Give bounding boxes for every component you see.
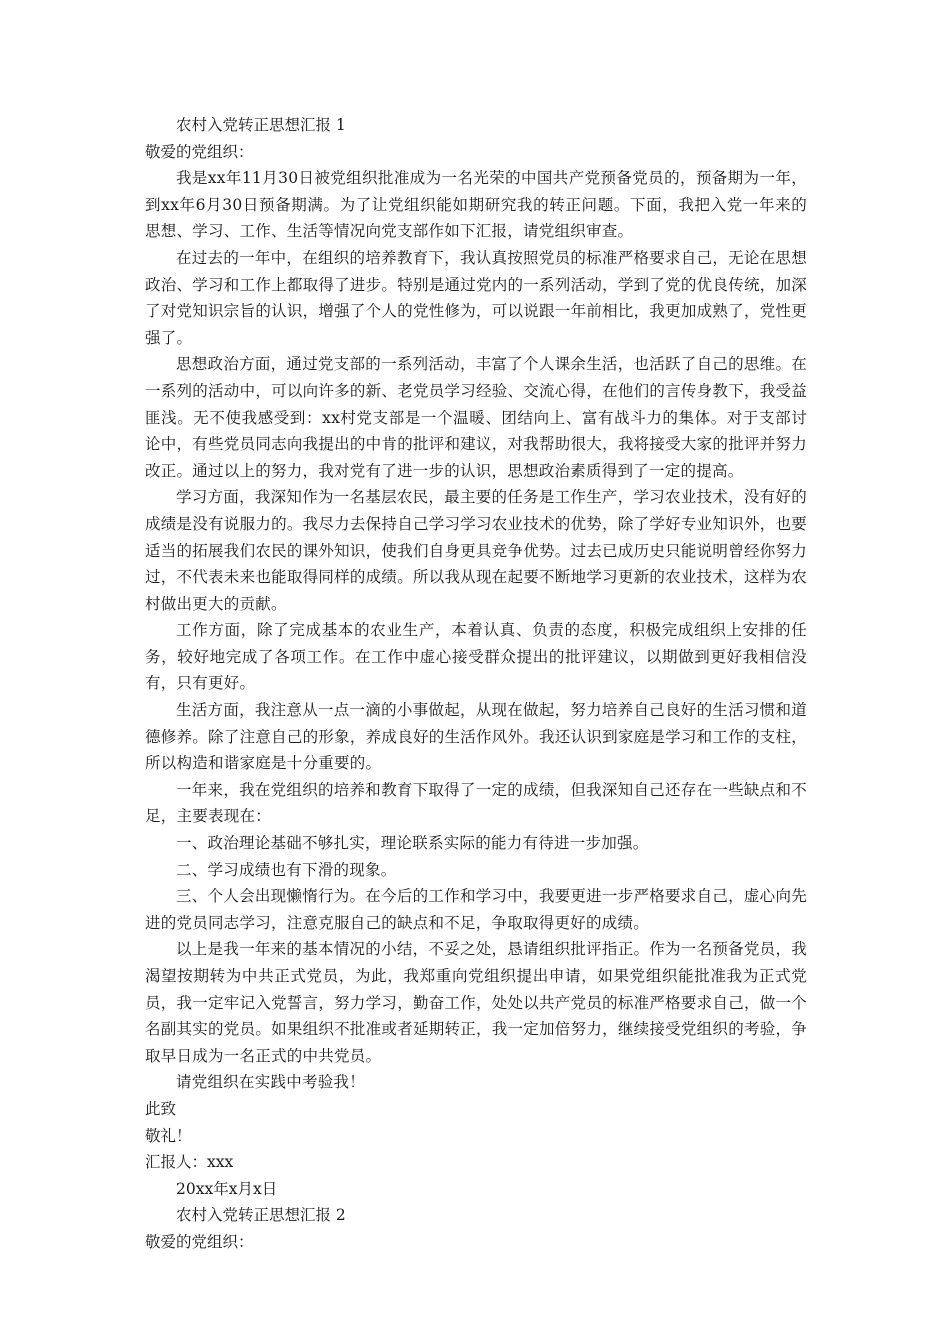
paragraph-political: 思想政治方面，通过党支部的一系列活动，丰富了个人课余生活，也活跃了自己的思维。在一系列的活动中，可以向许多的新、老党员学习经验、交流心得，在他们的言传身教下，我受益匪浅。无不使我感受到：xx村党支部是一个温暖、团结向上、富有战斗力的集体。对于支部讨论中，有些党员同志向我提出的中肯的批评和建议，对我帮助很大，我将接受大家的批评并努力改正。通过以上的努力，我对党有了进一步的认识，思想政治素质得到了一定的提高。 [145, 355, 807, 480]
salutation: 敬爱的党组织： [145, 142, 254, 161]
report-date: 20xx年x月x日 [176, 1179, 278, 1198]
paragraph-work: 工作方面，除了完成基本的农业生产，本着认真、负责的态度，积极完成组织上安排的任务，较好地完成了各项工作。在工作中虚心接受群众提出的批评建议，以期做到更好我相信没有，只有更好。 [145, 621, 807, 693]
paragraph-past-year: 在过去的一年中，在组织的培养教育下，我认真按照党员的标准严格要求自己，无论在思想政治、学习和工作上都取得了进步。特别是通过党内的一系列活动，学到了党的优良传统，加深了对党知识宗旨的认识，增强了个人的党性修为，可以说跟一年前相比，我更加成熟了，党性更强了。 [145, 248, 807, 347]
closing-line-1: 此致 [145, 1099, 177, 1118]
paragraph-shortcomings: 一年来，我在党组织的培养和教育下取得了一定的成绩，但我深知自己还存在一些缺点和不足，主要表现在： [145, 780, 807, 826]
paragraph-intro: 我是xx年11月30日被党组织批准成为一名光荣的中国共产党预备党员的，预备期为一年，到xx年6月30日预备期满。为了让党组织能如期研究我的转正问题。下面，我把入党一年来的思想、学习、工作、生活等情况向党支部作如下汇报，请党组织审查。 [145, 169, 807, 241]
paragraph-life: 生活方面，我注意从一点一滴的小事做起，从现在做起，努力培养自己良好的生活习惯和道德修养。除了注意自己的形象，养成良好的生活作风外。我还认识到家庭是学习和工作的支柱，所以构造和谐家庭是十分重要的。 [145, 701, 807, 773]
shortcoming-item-3: 三、个人会出现懒惰行为。在今后的工作和学习中，我要更进一步严格要求自己，虚心向先进的党员同志学习，注意克服自己的缺点和不足，争取取得更好的成绩。 [145, 887, 807, 932]
report-title: 农村入党转正思想汇报 1 [176, 116, 346, 134]
document-page [145, 112, 807, 1256]
paragraph-study: 学习方面，我深知作为一名基层农民，最主要的任务是工作生产，学习农业技术，没有好的成绩是没有说服力的。我尽力去保持自己学习学习农业技术的优势，除了学好专业知识外，也要适当的拓展我们农民的课外知识，使我们自身更具竞争优势。过去已成历史只能说明曾经你努力过，不代表未来也能取得同样的成绩。所以我从现在起要不断地学习更新的农业技术，这样为农村做出更大的贡献。 [145, 488, 807, 613]
reporter-signature: 汇报人：xxx [145, 1153, 234, 1172]
paragraph-request: 请党组织在实践中考验我！ [176, 1073, 366, 1092]
paragraph-summary: 以上是我一年来的基本情况的小结，不妥之处，恳请组织批评指正。作为一名预备党员，我渴望按期转为中共正式党员，为此，我郑重向党组织提出申请，如果党组织能批准我为正式党员，我一定牢记入党誓言，努力学习，勤奋工作，处处以共产党员的标准严格要求自己，做一个名副其实的党员。如果组织不批准或者延期转正，我一定加倍努力，继续接受党组织的考验，争取早日成为一名正式的中共党员。 [145, 940, 807, 1065]
report-title-2: 农村入党转正思想汇报 2 [176, 1206, 346, 1225]
shortcoming-item-1: 一、政治理论基础不够扎实，理论联系实际的能力有待进一步加强。 [176, 834, 649, 853]
closing-line-2: 敬礼！ [145, 1126, 192, 1145]
salutation-2: 敬爱的党组织： [145, 1232, 254, 1251]
shortcoming-item-2: 二、学习成绩也有下滑的现象。 [176, 860, 397, 879]
